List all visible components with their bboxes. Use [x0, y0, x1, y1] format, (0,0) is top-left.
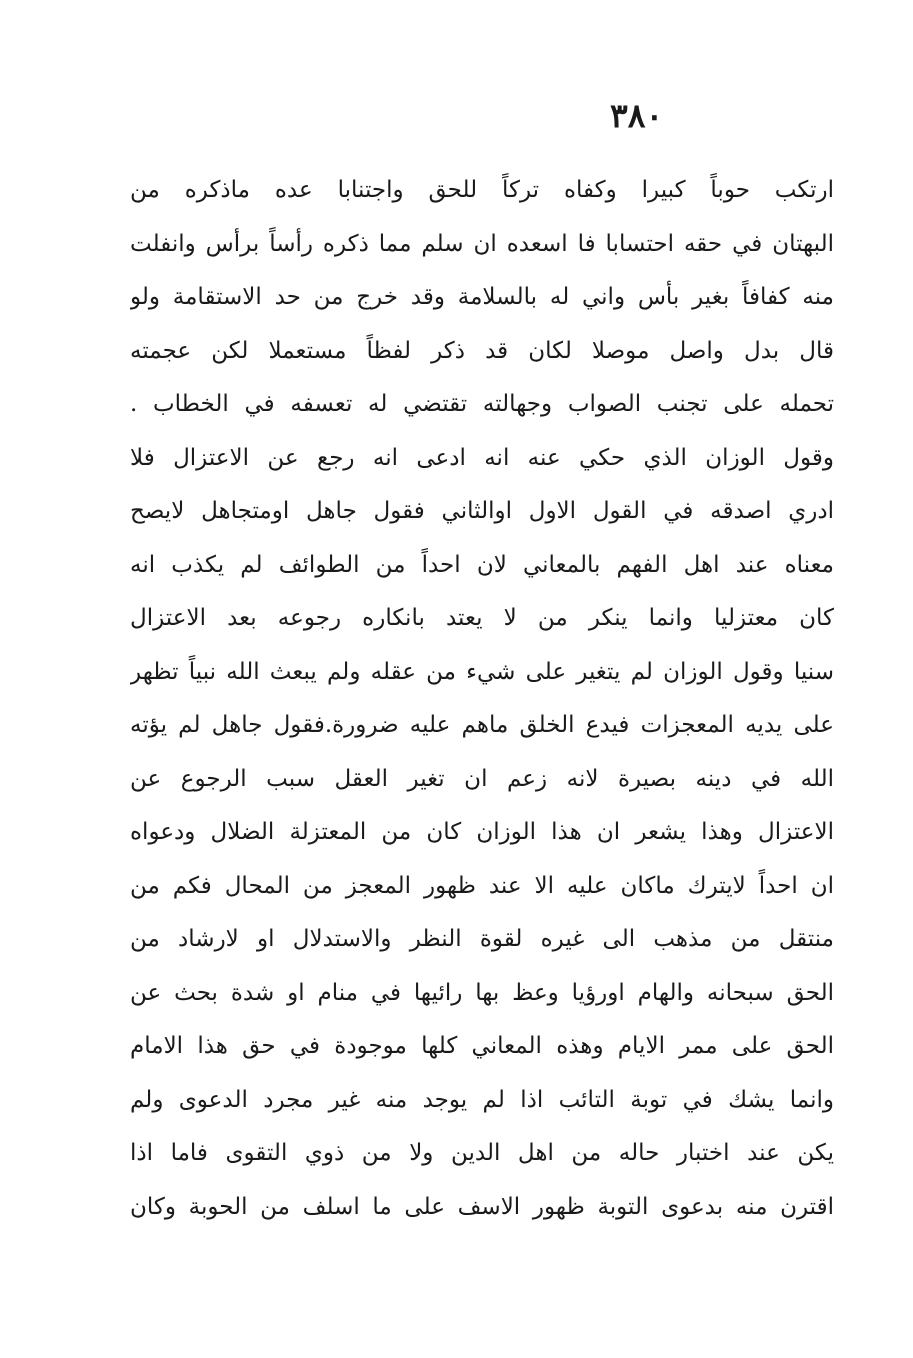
page-number: ٣٨٠ [610, 96, 664, 135]
text-line: وقول الوزان الذي حكي عنه انه ادعى انه رجع عن الاعتزال فلا [130, 444, 834, 471]
text-line: الحق سبحانه والهام اورؤيا وعظ بها رائيها في منام او شدة بحث عن [130, 979, 834, 1006]
text-line: يكن عند اختبار حاله من اهل الدين ولا من ذوي التقوى فاما اذا [130, 1140, 834, 1166]
text-line: معناه عند اهل الفهم بالمعاني لان احداً من الطوائف لم يكذب انه [130, 551, 834, 578]
text-line: البهتان في حقه احتسابا فا اسعده ان سلم مما ذكره رأساً برأس وانفلت [130, 230, 834, 257]
text-line: كان معتزليا وانما ينكر من لا يعتد بانكاره رجوعه بعد الاعتزال [130, 605, 834, 631]
text-line: على يديه المعجزات فيدع الخلق ماهم عليه ضرورة.فقول جاهل لم يؤته [130, 712, 834, 738]
text-line: الاعتزال وهذا يشعر ان هذا الوزان كان من المعتزلة الضلال ودعواه [130, 819, 834, 845]
text-line: ارتكب حوباً كبيرا وكفاه تركاً للحق واجتنابا عده ماذكره من [130, 177, 834, 203]
text-line: اقترن منه بدعوى التوبة ظهور الاسف على ما اسلف من الحوبة وكان [130, 1193, 834, 1220]
text-line: ادري اصدقه في القول الاول اوالثاني فقول جاهل اومتجاهل لايصح [130, 498, 834, 524]
text-line: الله في دينه بصيرة لانه زعم ان تغير العقل سبب الرجوع عن [130, 765, 834, 792]
text-line: وانما يشك في توبة التائب اذا لم يوجد منه غير مجرد الدعوى ولم [130, 1086, 834, 1113]
text-line: ان احداً لايترك ماكان عليه الا عند ظهور المعجز من المحال فكم من [130, 872, 834, 899]
body-text [130, 164, 834, 1234]
text-line: تحمله على تجنب الصواب وجهالته تقتضي له تعسفه في الخطاب . [130, 391, 834, 417]
text-line: الحق على ممر الايام وهذه المعاني كلها موجودة في حق هذا الامام [130, 1033, 834, 1059]
text-line: منه كفافاً بغير بأس واني له بالسلامة وقد خرج من حد الاستقامة ولو [130, 284, 834, 310]
text-line: سنيا وقول الوزان لم يتغير على شيء من عقله ولم يبعث الله نبياً تظهر [130, 658, 834, 685]
text-line: قال بدل واصل موصلا لكان قد ذكر لفظاً مستعملا لكن عجمته [130, 337, 834, 364]
text-line: منتقل من مذهب الى غيره لقوة النظر والاستدلال او لارشاد من [130, 926, 834, 952]
